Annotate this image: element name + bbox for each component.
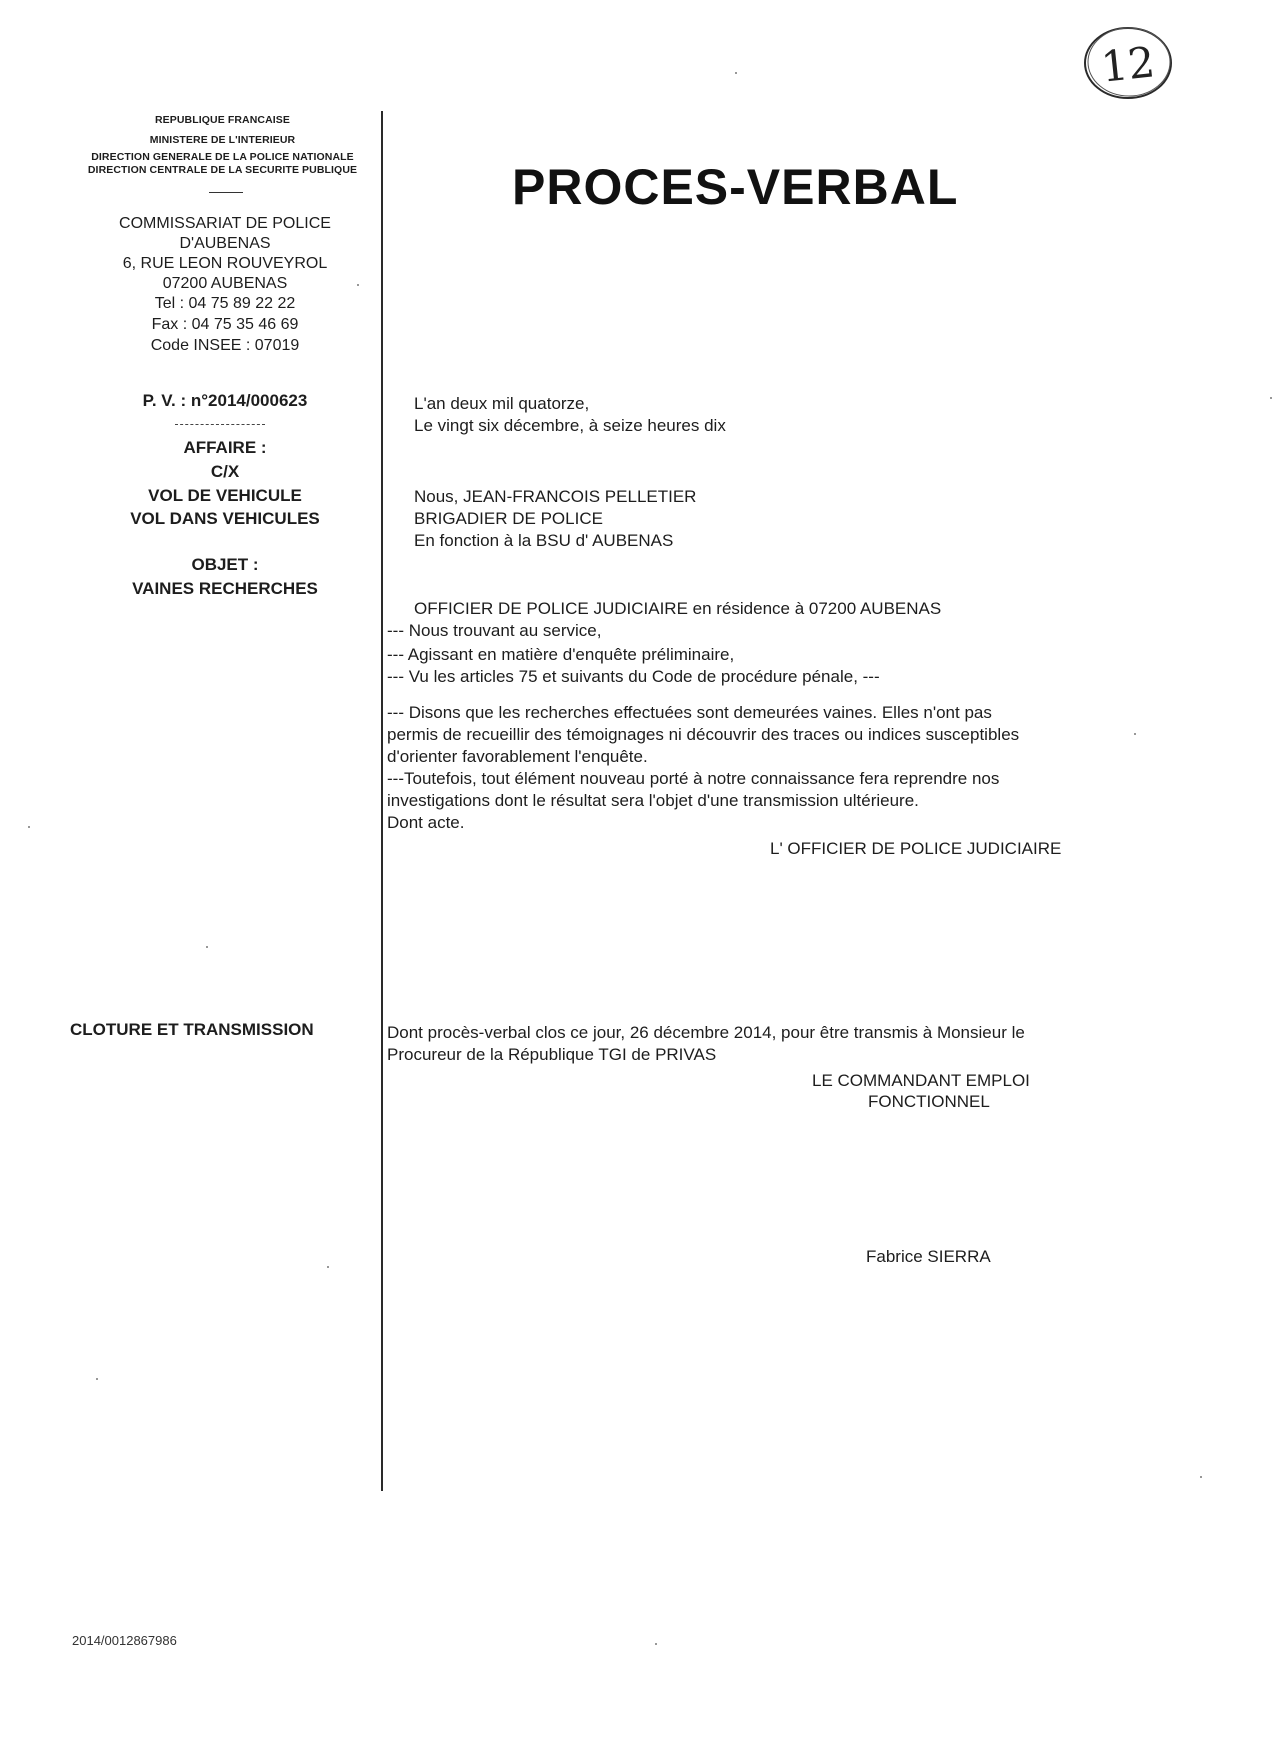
affaire-parties: C/X: [210, 462, 240, 481]
officer-name: Nous, JEAN-FRANCOIS PELLETIER: [414, 487, 697, 506]
objet-label: OBJET :: [191, 555, 259, 574]
pv-number: P. V. : n°2014/000623: [142, 391, 308, 410]
scan-speck: [327, 1266, 329, 1268]
scan-speck: [28, 826, 30, 828]
commissariat-line1: COMMISSARIAT DE POLICE: [119, 215, 331, 232]
statement-enquete: --- Agissant en matière d'enquête préliminaire,: [387, 645, 735, 664]
opj-residence: OFFICIER DE POLICE JUDICIAIRE en résidence à 07200 AUBENAS: [414, 599, 942, 618]
findings-line2: permis de recueillir des témoignages ni découvrir des traces ou indices susceptibles: [387, 725, 1020, 744]
date-line1: L'an deux mil quatorze,: [414, 394, 590, 413]
findings-line1: --- Disons que les recherches effectuées sont demeurées vaines. Elles n'ont pas: [387, 703, 992, 722]
scan-speck: [206, 946, 208, 948]
findings-line4: ---Toutefois, tout élément nouveau porté à notre connaissance fera reprendre nos: [387, 769, 1000, 788]
commandant-title-line2: FONCTIONNEL: [868, 1092, 990, 1111]
scan-speck: [1200, 1476, 1202, 1478]
cloture-line2: Procureur de la République TGI de PRIVAS: [387, 1045, 717, 1064]
address-street: 6, RUE LEON ROUVEYROL: [122, 255, 328, 272]
phone-number: Tel : 04 75 89 22 22: [154, 295, 296, 312]
affaire-label: AFFAIRE :: [183, 438, 267, 457]
officer-rank: BRIGADIER DE POLICE: [414, 509, 603, 528]
statement-service: --- Nous trouvant au service,: [387, 621, 602, 640]
fax-number: Fax : 04 75 35 46 69: [151, 316, 299, 333]
statement-articles: --- Vu les articles 75 et suivants du Code de procédure pénale, ---: [387, 667, 880, 686]
findings-line3: d'orienter favorablement l'enquête.: [387, 747, 648, 766]
scan-speck: [357, 284, 359, 286]
insee-code: Code INSEE : 07019: [150, 337, 300, 354]
findings-line6: Dont acte.: [387, 813, 465, 832]
header-ministere: MINISTERE DE L'INTERIEUR: [149, 134, 296, 146]
header-direction-generale: DIRECTION GENERALE DE LA POLICE NATIONALE: [91, 151, 354, 163]
objet-value: VAINES RECHERCHES: [132, 579, 318, 598]
header-divider: [209, 192, 243, 193]
header-direction-centrale: DIRECTION CENTRALE DE LA SECURITE PUBLIQUE: [87, 164, 358, 176]
scan-speck: [735, 72, 737, 74]
cloture-label: CLOTURE ET TRANSMISSION: [70, 1020, 314, 1039]
scan-speck: [96, 1378, 98, 1380]
document-reference-code: 2014/0012867986: [72, 1633, 177, 1648]
commandant-title-line1: LE COMMANDANT EMPLOI: [812, 1071, 1030, 1090]
opj-signature: L' OFFICIER DE POLICE JUDICIAIRE: [770, 839, 1062, 858]
commissariat-line2: D'AUBENAS: [179, 235, 271, 252]
header-republique: REPUBLIQUE FRANCAISE: [154, 114, 290, 126]
findings-line5: investigations dont le résultat sera l'objet d'une transmission ultérieure.: [387, 791, 919, 810]
pv-divider: [175, 424, 265, 425]
date-line2: Le vingt six décembre, à seize heures dix: [414, 416, 726, 435]
page-number-stamp: 12: [1098, 37, 1158, 92]
signatory-name: Fabrice SIERRA: [866, 1247, 991, 1266]
scan-speck: [1270, 397, 1272, 399]
scan-speck: [655, 1643, 657, 1645]
officer-unit: En fonction à la BSU d' AUBENAS: [414, 531, 674, 550]
affaire-line2: VOL DANS VEHICULES: [130, 509, 320, 528]
cloture-line1: Dont procès-verbal clos ce jour, 26 décembre 2014, pour être transmis à Monsieur le: [387, 1023, 1025, 1042]
scan-speck: [1134, 733, 1136, 735]
affaire-line1: VOL DE VEHICULE: [148, 486, 302, 505]
address-city: 07200 AUBENAS: [162, 275, 288, 292]
column-divider: [381, 111, 383, 1491]
document-title: PROCES-VERBAL: [512, 159, 959, 215]
